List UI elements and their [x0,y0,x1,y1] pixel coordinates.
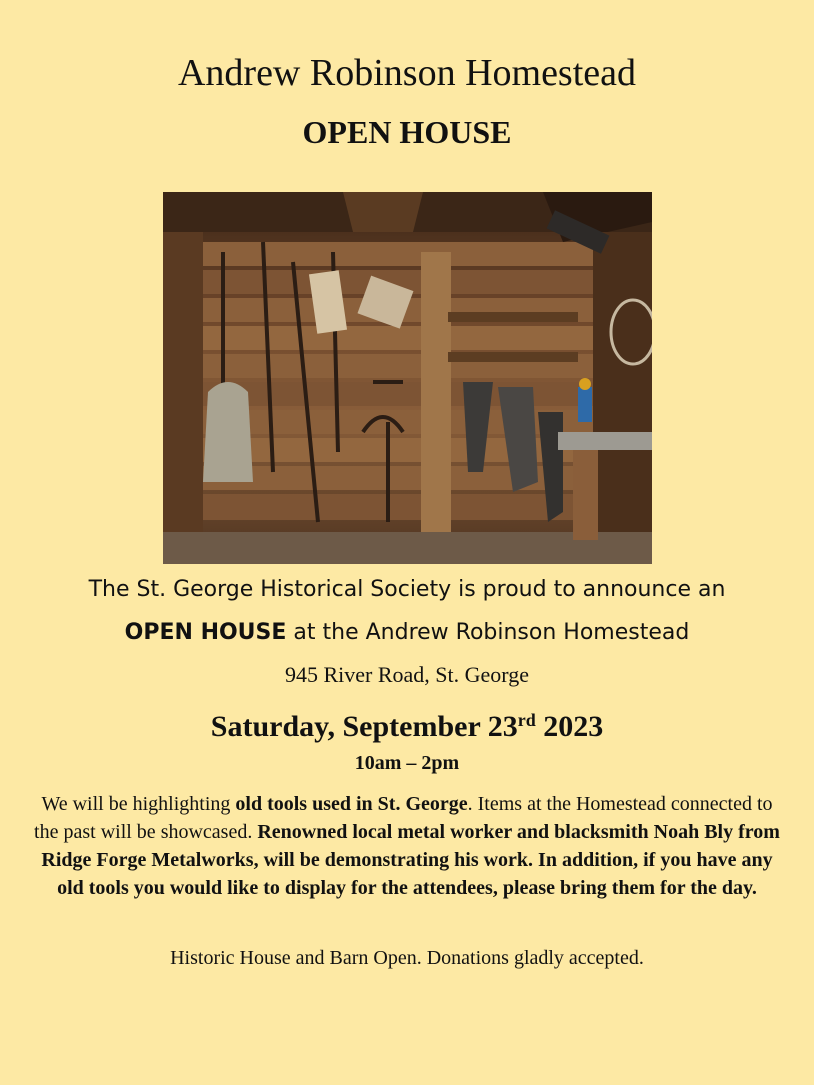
event-date [0,700,814,747]
address-line: 945 River Road, St. George [284,662,529,687]
body-text-2-bold: Renowned local metal worker and blacksmith Noah Bly from Ridge Forge Metalworks, will be demonstrating his work. In addition, if you have any old tools you would like to display for the attendees, please bring them for the day. [41,821,780,899]
closing-line: Historic House and Barn Open. Donations gladly accepted. [170,947,644,969]
event-date-year: 2023 [535,710,604,743]
announcement-line-2-rest: at the Andrew Robinson Homestead [286,620,690,645]
announcement-line-2 [0,619,814,647]
body-text-1: We will be highlighting [41,793,236,815]
body-text-2: . Items at the Homestead connected to the past will be showcased. [34,793,773,843]
old-tools-photo [163,192,652,564]
page-subtitle: OPEN HOUSE [302,114,512,150]
open-house-bold: OPEN HOUSE [124,620,287,645]
event-date-main: Saturday, September 23 [210,710,518,743]
announcement-line-1: The St. George Historical Society is proud to announce an [88,577,726,602]
body-paragraph [28,790,786,902]
event-date-suffix: rd [517,710,536,730]
body-text-1-bold: old tools used in St. George [235,793,468,815]
page-title: Andrew Robinson Homestead [177,52,637,94]
event-time: 10am – 2pm [354,752,460,774]
